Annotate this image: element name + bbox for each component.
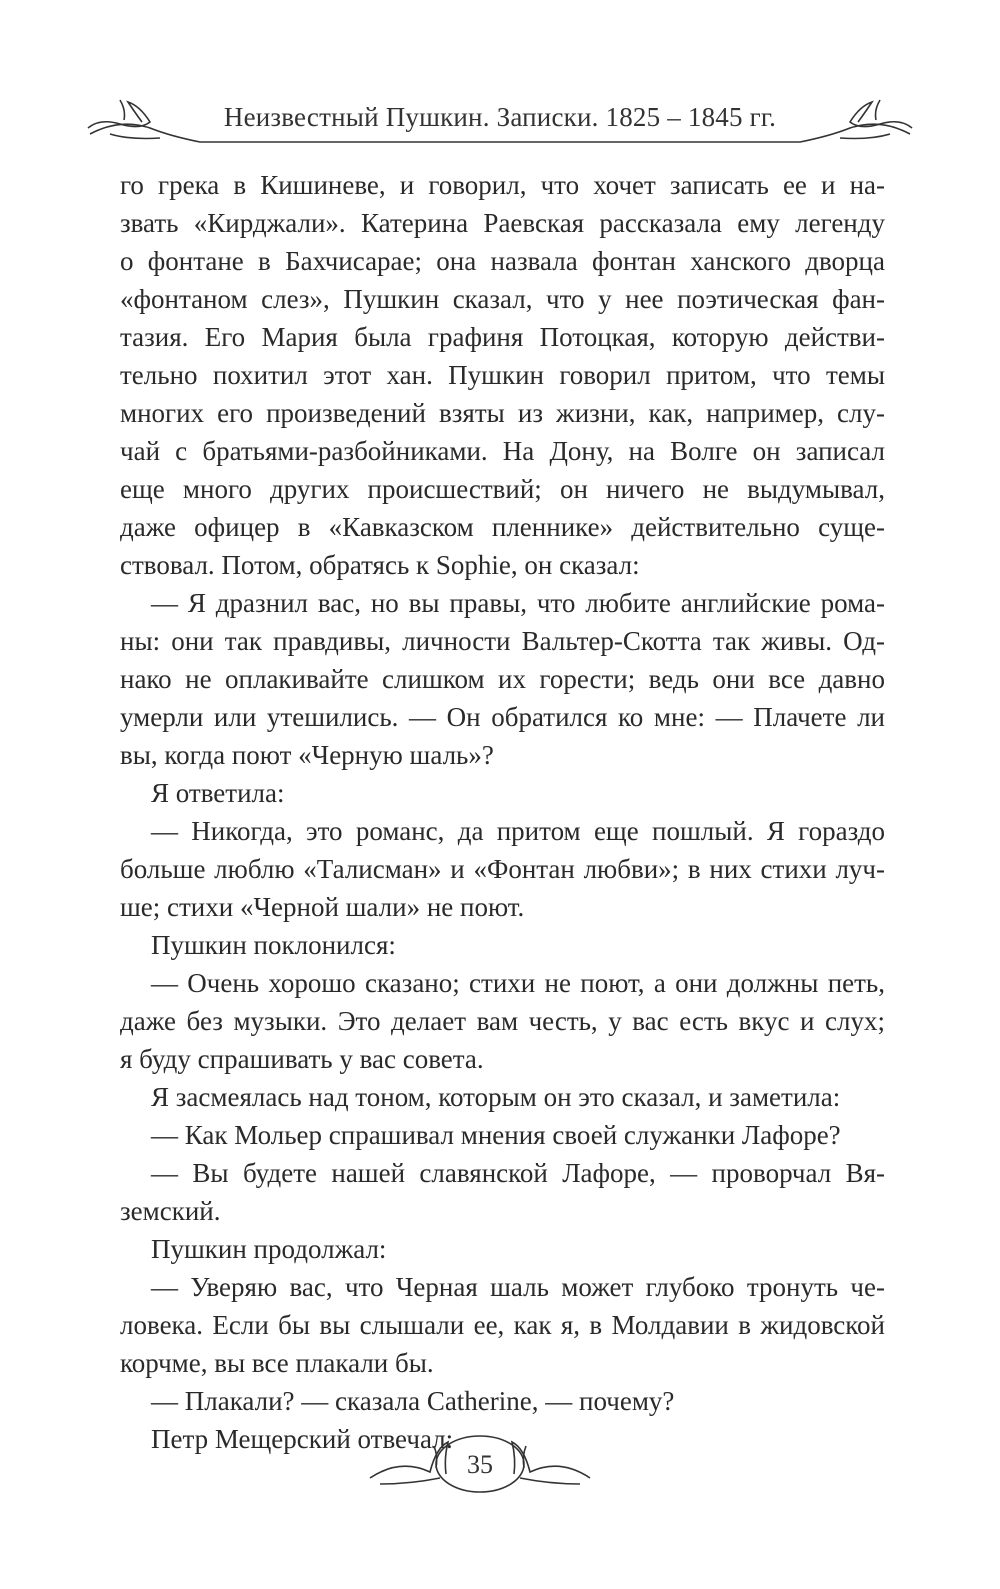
- text-line: — Никогда, это романс, да притом еще пошлый. Я гораздо: [151, 816, 885, 846]
- text-line: Пушкин поклонился:: [151, 930, 396, 960]
- body-text: [120, 166, 885, 1458]
- text-line: ствовал. Потом, обратясь к Sophie, он сказал:: [120, 550, 640, 580]
- text-line: корчме, вы все плакали бы.: [120, 1348, 434, 1378]
- text-line: я буду спрашивать у вас совета.: [120, 1044, 484, 1074]
- text-line: еще много других происшествий; он ничего не выдумывал,: [120, 474, 885, 504]
- text-line: ше; стихи «Черной шали» не поют.: [120, 892, 525, 922]
- running-header: [80, 88, 920, 148]
- text-line: звать «Кирджали». Катерина Раевская рассказала ему легенду: [120, 208, 885, 238]
- text-line: Я засмеялась над тоном, которым он это сказал, и заметила:: [151, 1082, 841, 1112]
- text-line: Я ответила:: [151, 778, 285, 808]
- text-line: — Я дразнил вас, но вы правы, что любите английские рома-: [151, 588, 885, 618]
- text-line: вы, когда поют «Черную шаль»?: [120, 740, 494, 770]
- text-line: го грека в Кишиневе, и говорил, что хочет записать ее и на-: [120, 170, 885, 200]
- text-line: ловека. Если бы вы слышали ее, как я, в Молдавии в жидовской: [120, 1310, 885, 1340]
- text-line: — Вы будете нашей славянской Лафоре, — проворчал Вя-: [151, 1158, 885, 1188]
- text-line: чай с братьями-разбойниками. На Дону, на Волге он записал: [120, 436, 885, 466]
- text-line: многих его произведений взяты из жизни, как, например, слу-: [120, 398, 885, 428]
- text-line: тазия. Его Мария была графиня Потоцкая, которую действи-: [120, 322, 885, 352]
- text-line: — Как Мольер спрашивал мнения своей служанки Лафоре?: [151, 1120, 841, 1150]
- text-line: больше люблю «Талисман» и «Фонтан любви»; в них стихи луч-: [120, 854, 885, 884]
- text-line: — Уверяю вас, что Черная шаль может глубоко тронуть че-: [151, 1272, 885, 1302]
- text-line: Пушкин продолжал:: [151, 1234, 387, 1264]
- text-line: — Очень хорошо сказано; стихи не поют, а они должны петь,: [151, 968, 885, 998]
- text-line: ны: они так правдивы, личности Вальтер-Скотта так живы. Од-: [120, 626, 885, 656]
- text-line: тельно похитил этот хан. Пушкин говорил притом, что темы: [120, 360, 885, 390]
- text-line: даже офицер в «Кавказском пленнике» действительно суще-: [120, 512, 885, 542]
- text-line: нако не оплакивайте слишком их горести; ведь они все давно: [120, 664, 885, 694]
- text-line: земский.: [120, 1196, 221, 1226]
- text-line: Петр Мещерский отвечал:: [151, 1424, 454, 1454]
- running-title: Неизвестный Пушкин. Записки. 1825 – 1845 гг.: [223, 102, 777, 132]
- page-footer: [360, 1428, 640, 1508]
- text-line: о фонтане в Бахчисарае; она назвала фонтан ханского дворца: [120, 246, 885, 276]
- text-line: умерли или утешились. — Он обратился ко мне: — Плачете ли: [120, 702, 885, 732]
- page-number: 35: [467, 1450, 493, 1479]
- text-line: — Плакали? — сказала Catherine, — почему?: [151, 1386, 675, 1416]
- text-line: «фонтаном слез», Пушкин сказал, что у нее поэтическая фан-: [120, 284, 885, 314]
- text-line: даже без музыки. Это делает вам честь, у вас есть вкус и слух;: [120, 1006, 885, 1036]
